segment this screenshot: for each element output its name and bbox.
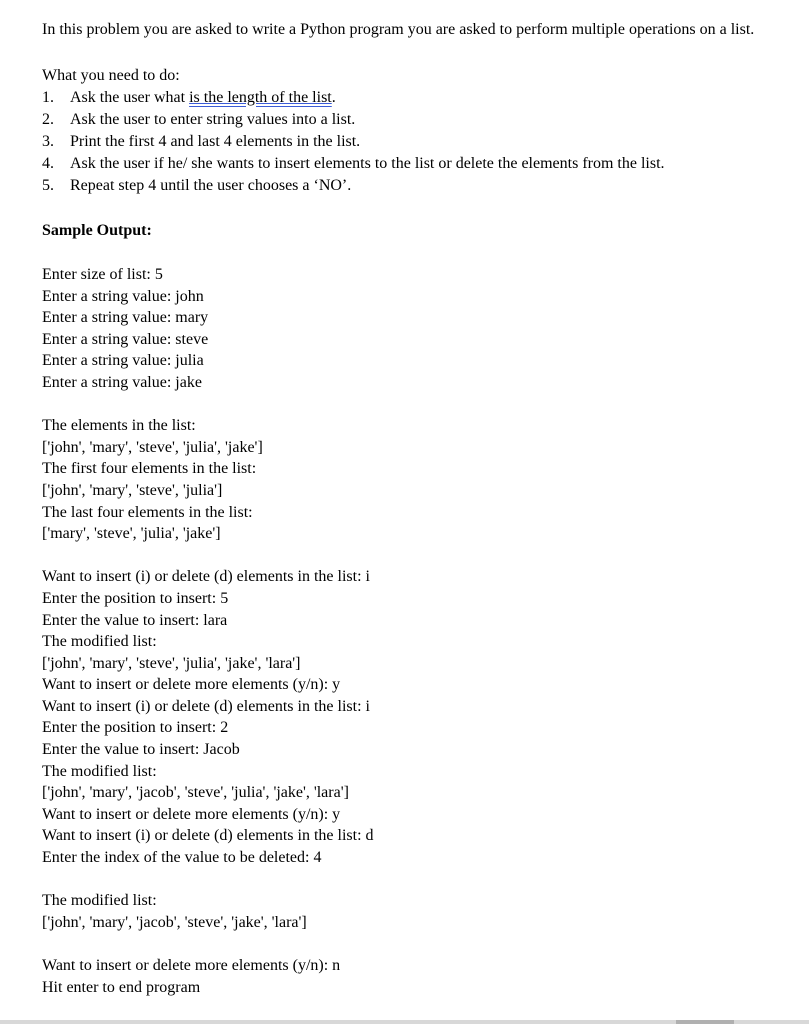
step-number: 1. — [42, 89, 54, 106]
intro-paragraph: In this problem you are asked to write a Python program you are asked to perform multiple operations on a list. — [42, 21, 755, 38]
output-line: ['john', 'mary', 'steve', 'julia'] — [42, 481, 223, 499]
output-line: Enter a string value: jake — [42, 373, 202, 391]
output-line: Enter a string value: mary — [42, 309, 209, 327]
output-line: ['john', 'mary', 'steve', 'julia', 'jake'] — [42, 438, 263, 456]
output-line: Want to insert (i) or delete (d) elements in the list: i — [42, 568, 370, 586]
steps-list — [42, 87, 782, 197]
output-line: Enter the value to insert: lara — [42, 611, 228, 629]
grammar-underlined-text: is the length of the list — [189, 89, 332, 106]
step-text: Ask the user what — [70, 89, 190, 106]
step-number: 3. — [42, 133, 54, 150]
output-line: Enter the position to insert: 2 — [42, 719, 229, 737]
step-item — [42, 131, 782, 153]
output-line: Enter the index of the value to be deleted: 4 — [42, 849, 322, 867]
output-line: The last four elements in the list: — [42, 503, 253, 521]
step-number: 5. — [42, 177, 54, 194]
step-text: Ask the user if he/ she wants to insert elements to the list or delete the elements from the list. — [70, 155, 665, 172]
output-line: Enter the value to insert: Jacob — [42, 741, 240, 759]
output-line: Enter size of list: 5 — [42, 266, 163, 283]
output-line: Want to insert (i) or delete (d) elements in the list: i — [42, 697, 370, 715]
step-item — [42, 153, 782, 175]
scrollbar-thumb[interactable] — [676, 1020, 734, 1024]
step-item — [42, 87, 782, 109]
output-line: The modified list: — [42, 762, 157, 780]
output-line: Enter the position to insert: 5 — [42, 589, 229, 607]
blank-line — [42, 869, 782, 891]
horizontal-scrollbar[interactable] — [0, 1020, 809, 1024]
step-item — [42, 109, 782, 131]
sample-output-block — [42, 264, 782, 998]
instructions-heading: What you need to do: — [42, 67, 180, 84]
output-line: Enter a string value: john — [42, 287, 204, 305]
output-line: ['mary', 'steve', 'julia', 'jake'] — [42, 525, 221, 543]
output-line: ['john', 'mary', 'jacob', 'steve', 'jake', 'lara'] — [42, 913, 307, 931]
output-line: The modified list: — [42, 633, 157, 651]
output-line: The first four elements in the list: — [42, 460, 257, 478]
output-line: Enter a string value: julia — [42, 352, 204, 370]
output-line: ['john', 'mary', 'steve', 'julia', 'jake', 'lara'] — [42, 654, 301, 672]
step-text: Repeat step 4 until the user chooses a ‘NO’. — [70, 177, 352, 194]
output-line: ['john', 'mary', 'jacob', 'steve', 'julia', 'jake', 'lara'] — [42, 784, 349, 802]
step-number: 4. — [42, 155, 54, 172]
output-line: Want to insert or delete more elements (y/n): y — [42, 676, 341, 694]
output-line: Enter a string value: steve — [42, 330, 209, 348]
document-content — [42, 19, 782, 998]
output-line: Hit enter to end program — [42, 978, 201, 996]
sample-output-heading: Sample Output: — [42, 222, 152, 239]
step-item — [42, 175, 782, 197]
output-line: Want to insert or delete more elements (y/n): n — [42, 957, 341, 974]
step-text: Ask the user to enter string values into a list. — [70, 111, 356, 128]
blank-line — [42, 394, 782, 416]
step-text: Print the first 4 and last 4 elements in the list. — [70, 133, 361, 150]
output-line: The modified list: — [42, 892, 157, 910]
blank-line — [42, 933, 782, 955]
step-number: 2. — [42, 111, 54, 128]
output-line: Want to insert (i) or delete (d) elements in the list: d — [42, 827, 374, 845]
blank-line — [42, 545, 782, 567]
output-line: Want to insert or delete more elements (y/n): y — [42, 805, 341, 823]
output-line: The elements in the list: — [42, 417, 196, 435]
step-text-end: . — [331, 89, 336, 106]
